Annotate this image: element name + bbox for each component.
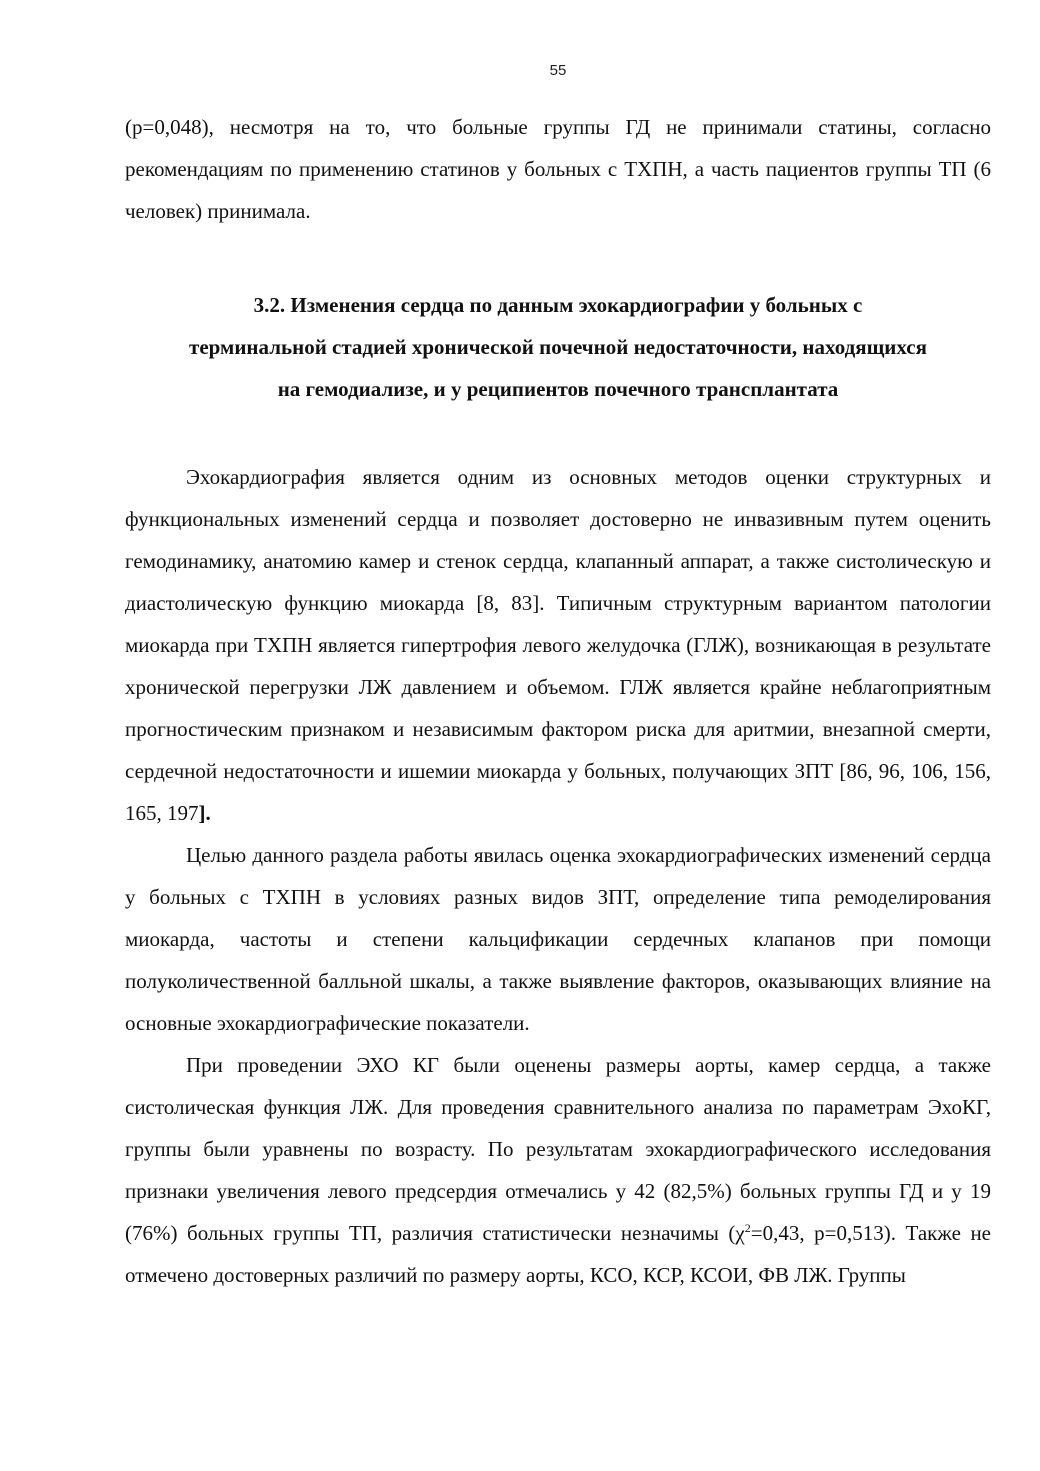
section-heading bbox=[125, 284, 991, 410]
paragraph-echocardiography-end: ]. bbox=[198, 801, 211, 825]
paragraph-echocardiography bbox=[125, 456, 991, 834]
paragraph-echo-results-text-b: =0,43, р=0,513). Также не отмечено достоверных различий по размеру аорты, КСО, КСР, КСОИ, ФВ ЛЖ. Группы bbox=[125, 1221, 991, 1287]
paragraph-section-goal: Целью данного раздела работы явилась оценка эхокардиографических изменений сердца у больных с ТХПН в условиях разных видов ЗПТ, определение типа ремоделирования миокарда, частоты и степени кальцификации сердечных клапанов при помощи полуколичественной балльной шкалы, а также выявление факторов, оказывающих влияние на основные эхокардиографические показатели. bbox=[125, 843, 991, 1035]
paragraph-echocardiography-text: Эхокардиография является одним из основных методов оценки структурных и функциональных изменений сердца и позволяет достоверно не инвазивным путем оценить гемодинамику, анатомию камер и стенок сердца, клапанный аппарат, а также систолическую и диастолическую функцию миокарда [8, 83]. Типичным структурным вариантом патологии миокарда при ТХПН является гипертрофия левого желудочка (ГЛЖ), возникающая в результате хронической перегрузки ЛЖ давлением и объемом. ГЛЖ является крайне неблагоприятным прогностическим признаком и независимым фактором риска для аритмии, внезапной смерти, сердечной недостаточности и ишемии миокарда у больных, получающих ЗПТ [86, 96, 106, 156, 165, 197 bbox=[125, 465, 991, 825]
section-heading-line-1: 3.2. Изменения сердца по данным эхокардиографии у больных с bbox=[253, 293, 863, 317]
document-body bbox=[125, 106, 991, 1296]
paragraph-statins: (р=0,048), несмотря на то, что больные группы ГД не принимали статины, согласно рекомендациям по применению статинов у больных с ТХПН, а часть пациентов группы ТП (6 человек) принимала. bbox=[125, 115, 991, 223]
chi-square-superscript: 2 bbox=[744, 1221, 751, 1235]
page-number: 55 bbox=[549, 62, 567, 79]
paragraph-echo-results-text-a: При проведении ЭХО КГ были оценены размеры аорты, камер сердца, а также систолическая функция ЛЖ. Для проведения сравнительного анализа по параметрам ЭхоКГ, группы были уравнены по возрасту. По результатам эхокардиографического исследования признаки увеличения левого предсердия отмечались у 42 (82,5%) больных группы ГД и у 19 (76%) больных группы ТП, различия статистически незначимы (χ bbox=[125, 1053, 991, 1245]
section-heading-line-2: терминальной стадией хронической почечной недостаточности, находящихся bbox=[189, 335, 927, 359]
section-heading-line-3: на гемодиализе, и у реципиентов почечного трансплантата bbox=[277, 377, 839, 401]
paragraph-echo-results bbox=[125, 1044, 991, 1296]
